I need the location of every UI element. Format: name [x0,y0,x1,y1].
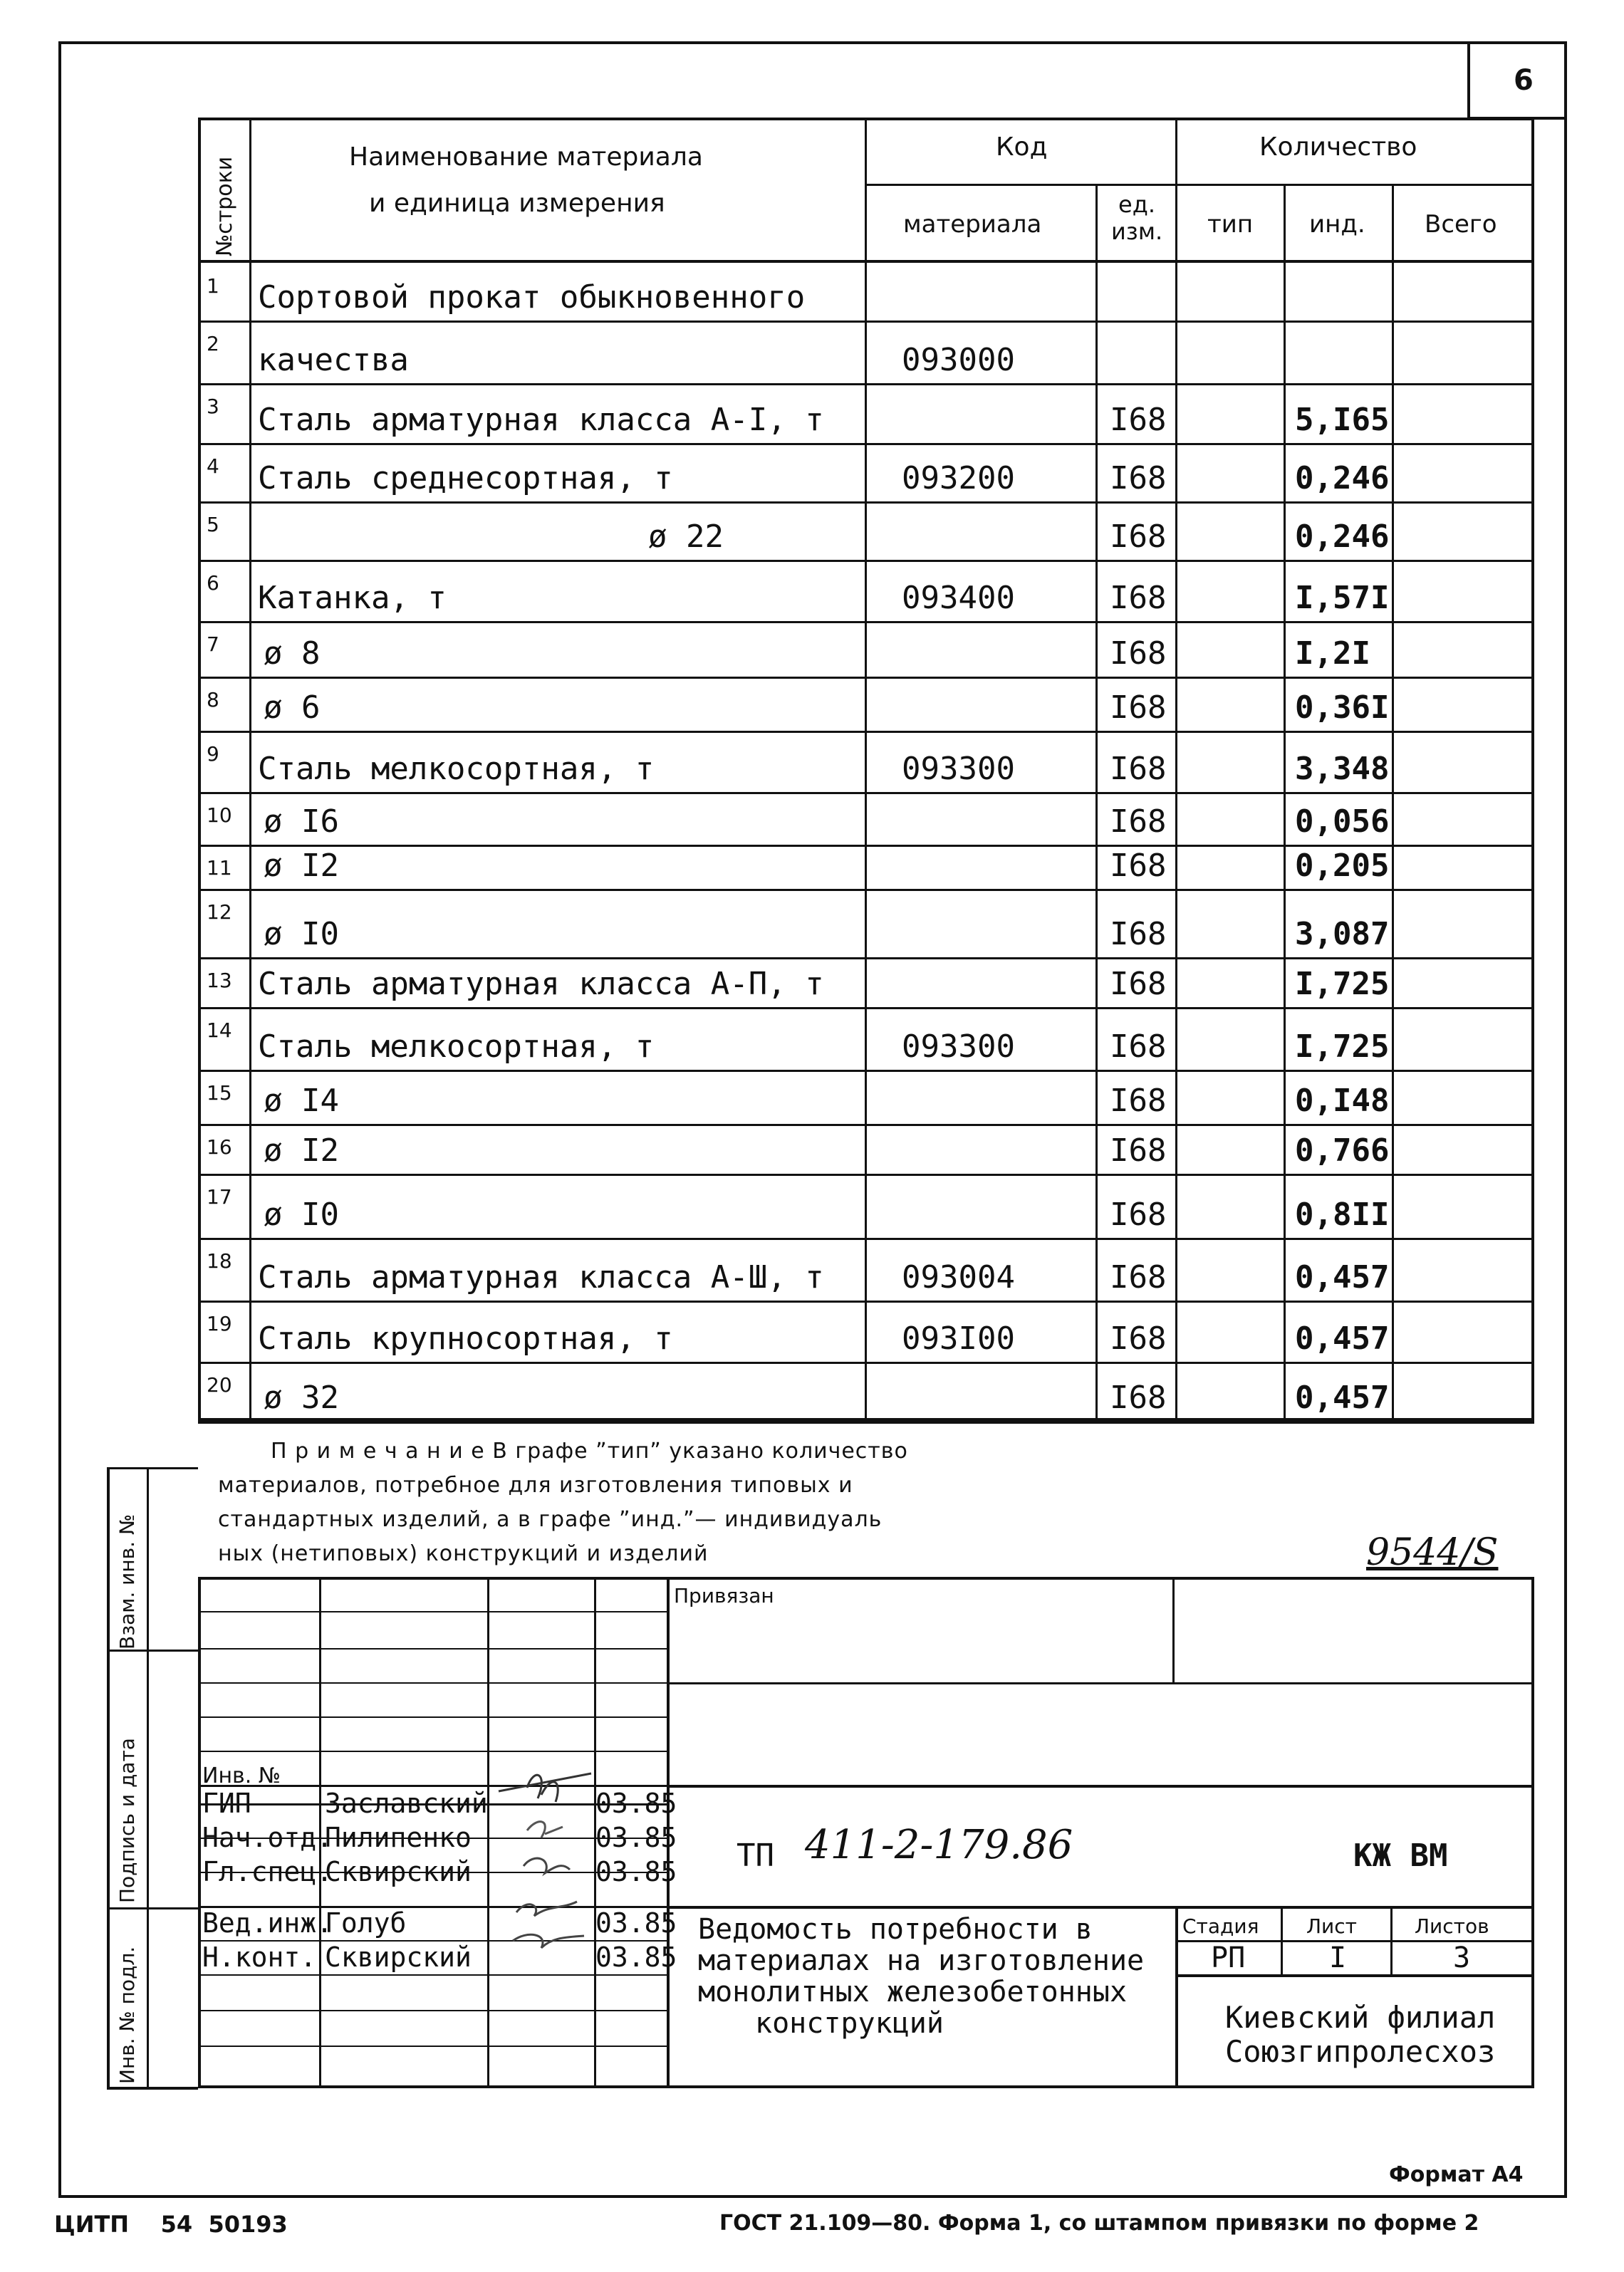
row-number: 3 [207,395,219,418]
unit-code: I68 [1110,1028,1167,1065]
note-line1: П р и м е ч а н и е В графе ”тип” указано количество [271,1439,908,1464]
qty-ind: 0,205 [1295,848,1390,884]
unit-code: I68 [1110,803,1167,840]
qty-ind: I,57I [1295,580,1390,616]
qty-ind: 5,I65 [1295,402,1390,438]
unit-code: I68 [1110,1380,1167,1416]
table-row [198,1124,1534,1174]
qty-ind: 0,457 [1295,1380,1390,1416]
side-label-signature-date: Подпись и дата [115,1738,139,1903]
material-name: ø 22 [648,519,724,555]
material-name: Сталь арматурная класса А-I, т [258,402,824,438]
material-code: 093300 [902,751,1015,787]
unit-code: I68 [1110,1259,1167,1296]
person-role: ГИП [202,1788,251,1819]
material-name: ø I2 [264,848,339,884]
unit-code: I68 [1110,519,1167,555]
row-number: 8 [207,688,219,712]
table-row [198,792,1534,845]
header-code: Код [996,132,1048,162]
row-number: 5 [207,513,219,536]
qty-ind: I,725 [1295,966,1390,1002]
row-number: 6 [207,571,219,595]
person-name: Пилипенко [325,1822,472,1853]
material-name: Сталь среднесортная, т [258,460,673,496]
material-name: качества [258,342,409,378]
qty-ind: I,725 [1295,1028,1390,1065]
stage-value: РП [1211,1942,1246,1974]
person-name: Голуб [325,1907,407,1939]
material-name: Сталь арматурная класса А-Ш, т [258,1259,824,1296]
material-name: ø 32 [264,1380,339,1416]
material-name: ø 6 [264,689,321,726]
qty-ind: 0,36I [1295,689,1390,726]
row-number: 16 [207,1135,232,1159]
person-name: Сквирский [325,1942,472,1973]
title-line1: Ведомость потребности в [698,1913,1093,1946]
doc-prefix: ТП [736,1838,774,1874]
row-number: 17 [207,1185,232,1209]
sheet-label: Лист [1306,1914,1357,1938]
doc-mark: КЖ ВМ [1353,1838,1448,1874]
table-row [198,621,1534,677]
person-role: Нач.отд. [202,1822,333,1853]
material-name: Катанка, т [258,580,447,616]
material-code: 093200 [902,460,1015,496]
material-name: ø I0 [264,916,339,952]
format-label: Формат А4 [1389,2162,1524,2187]
table-row [198,889,1534,957]
table-row [198,1007,1534,1070]
person-role: Вед.инж. [202,1907,333,1939]
unit-code: I68 [1110,689,1167,726]
material-code: 093300 [902,1028,1015,1065]
stage-label: Стадия [1182,1914,1259,1938]
material-name: Сортовой прокат обыкновенного [258,279,806,316]
unit-code: I68 [1110,402,1167,438]
qty-ind: 0,766 [1295,1132,1390,1169]
material-name: Сталь арматурная класса А-П, т [258,966,824,1002]
side-label-inv-podl: Инв. № подл. [115,1946,139,2084]
handwritten-number: 9544/S [1366,1531,1499,1574]
qty-ind: 0,246 [1295,519,1390,555]
sheet-value: I [1329,1942,1347,1974]
row-number: 7 [207,632,219,656]
table-row [198,501,1534,560]
unit-code: I68 [1110,580,1167,616]
qty-ind: 0,I48 [1295,1083,1390,1119]
table-row [198,1362,1534,1421]
person-date: 03.85 [595,1788,677,1819]
note-line2: материалов, потребное для изготовления типовых и [218,1473,853,1498]
title-line3: монолитных железобетонных [698,1976,1128,2008]
person-date: 03.85 [595,1856,677,1887]
inv-no-label: Инв. № [202,1763,281,1788]
row-number: 18 [207,1249,232,1273]
person-date: 03.85 [595,1907,677,1939]
row-number: 11 [207,856,232,880]
sheets-value: 3 [1453,1942,1471,1974]
unit-code: I68 [1110,916,1167,952]
person-date: 03.85 [595,1942,677,1973]
title-line4: конструкций [755,2007,944,2040]
table-row [198,845,1534,889]
unit-code: I68 [1110,1132,1167,1169]
material-code: 093I00 [902,1320,1015,1357]
footer-right: ГОСТ 21.109—80. Форма 1, со штампом привязки по форме 2 [719,2211,1479,2236]
header-material: материала [903,210,1042,239]
page-number: 6 [1514,64,1534,97]
unit-code: I68 [1110,966,1167,1002]
table-row [198,731,1534,792]
row-number: 2 [207,332,219,355]
handwritten-signatures [484,1759,605,1973]
org-line2: Союзгипролесхоз [1225,2034,1496,2069]
title-line2: материалах на изготовление [698,1944,1145,1977]
qty-ind: 3,087 [1295,916,1390,952]
material-name: ø I2 [264,1132,339,1169]
row-number: 20 [207,1373,232,1397]
person-date: 03.85 [595,1822,677,1853]
qty-ind: 0,056 [1295,803,1390,840]
table-row [198,263,1534,321]
side-strip-left [107,1467,110,2088]
header-quantity: Количество [1259,132,1417,162]
material-name: Сталь мелкосортная, т [258,1028,655,1065]
table-row [198,1174,1534,1238]
material-code: 093004 [902,1259,1015,1296]
row-number: 15 [207,1081,232,1105]
material-name: ø I0 [264,1197,339,1233]
table-row [198,1238,1534,1301]
unit-code: I68 [1110,460,1167,496]
note-line4: ных (нетиповых) конструкций и изделий [218,1541,709,1566]
header-ind: инд. [1309,210,1365,239]
row-number: 19 [207,1312,232,1335]
header-row-no: №строки [212,156,237,256]
privyazan-label: Привязан [674,1584,774,1607]
material-name: Сталь мелкосортная, т [258,751,655,787]
note-line3: стандартных изделий, а в графе ”инд.”— индивидуаль [218,1507,883,1532]
table-row [198,560,1534,621]
org-line1: Киевский филиал [1225,2000,1496,2035]
material-name: Сталь крупносортная, т [258,1320,673,1357]
row-number: 14 [207,1018,232,1042]
row-number: 1 [207,274,219,298]
row-number: 10 [207,803,232,827]
unit-code: I68 [1110,1320,1167,1357]
qty-ind: 0,457 [1295,1320,1390,1357]
row-number: 4 [207,454,219,478]
unit-code: I68 [1110,1083,1167,1119]
header-unit-line2: изм. [1111,218,1163,245]
sheets-label: Листов [1415,1914,1489,1938]
footer-left: ЦИТП 54 50193 [54,2211,288,2238]
qty-ind: 0,8II [1295,1197,1390,1233]
header-unit-line1: ед. [1118,191,1155,218]
qty-ind: 0,457 [1295,1259,1390,1296]
material-name: ø 8 [264,635,321,672]
table-row [198,677,1534,731]
table-row [198,1301,1534,1362]
header-name-line2: и единица измерения [369,189,665,218]
person-name: Сквирский [325,1856,472,1887]
unit-code: I68 [1110,1197,1167,1233]
unit-code: I68 [1110,751,1167,787]
unit-code: I68 [1110,635,1167,672]
table-row [198,957,1534,1007]
person-role: Гл.спец. [202,1856,333,1887]
person-role: Н.конт. [202,1942,317,1973]
row-number: 9 [207,742,219,766]
row-number: 13 [207,969,232,992]
header-total: Всего [1425,210,1497,239]
unit-code: I68 [1110,848,1167,884]
header-type: тип [1207,210,1254,239]
table-row [198,321,1534,383]
table-row [198,1070,1534,1124]
material-name: ø I4 [264,1083,339,1119]
row-number: 12 [207,900,232,924]
material-name: ø I6 [264,803,339,840]
material-code: 093400 [902,580,1015,616]
doc-code: 411-2-179.86 [805,1822,1073,1868]
person-name: Заславский [325,1788,488,1819]
side-label-vzam: Взам. инв. № [115,1513,139,1650]
table-row [198,443,1534,501]
table-row [198,383,1534,443]
material-code: 093000 [902,342,1015,378]
header-name-line1: Наименование материала [349,142,703,172]
qty-ind: I,2I [1295,635,1370,672]
qty-ind: 3,348 [1295,751,1390,787]
qty-ind: 0,246 [1295,460,1390,496]
